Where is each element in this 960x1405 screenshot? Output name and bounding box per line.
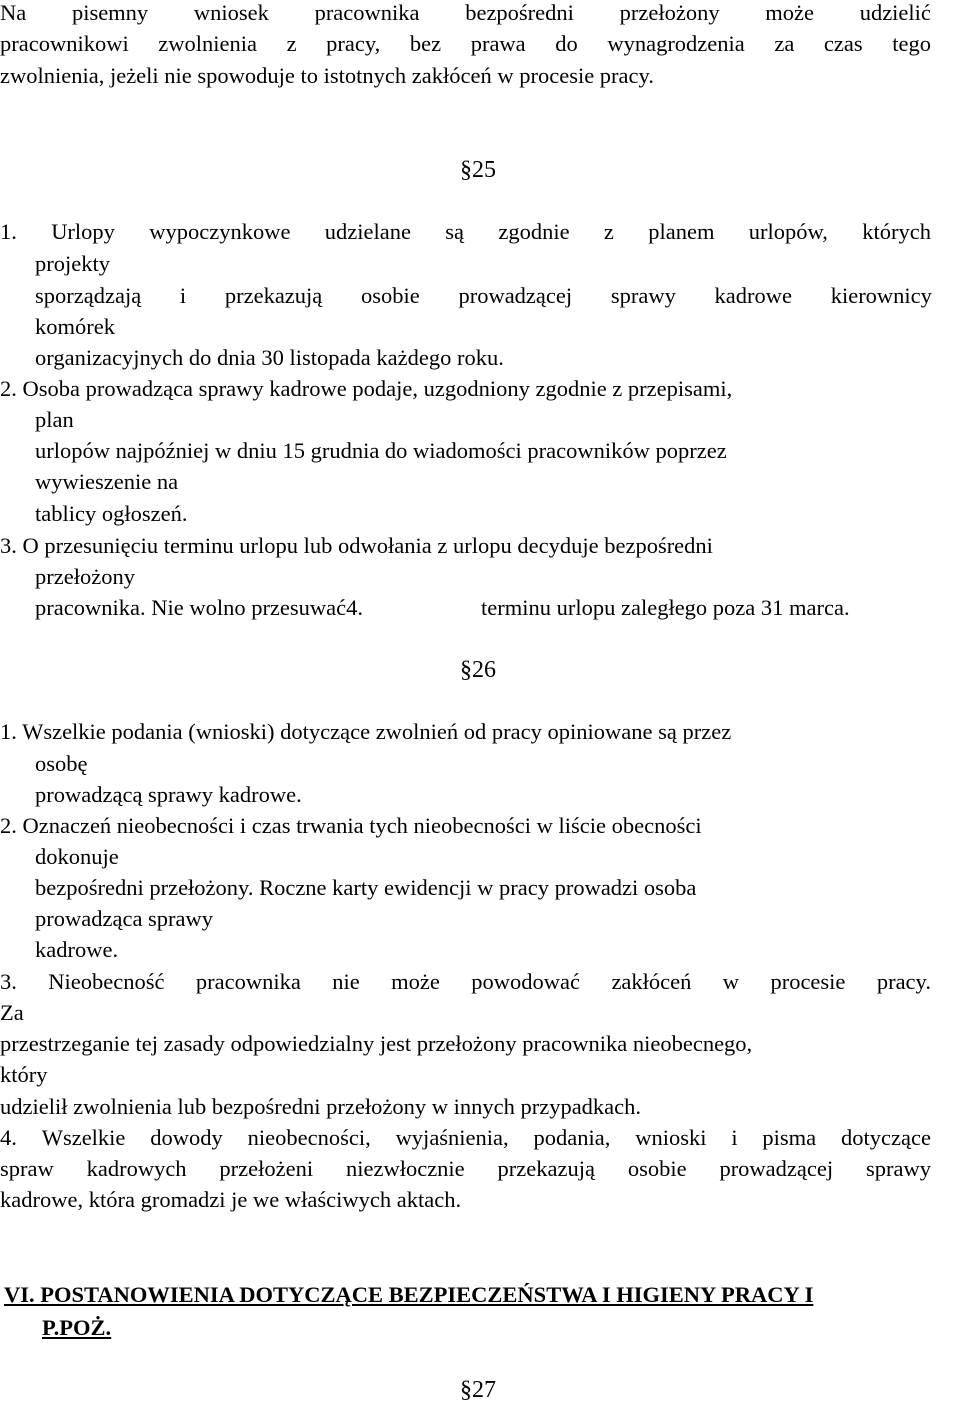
word: przełożeni	[219, 1156, 314, 1181]
word: Urlopy	[51, 219, 115, 244]
word: wniosek	[193, 0, 269, 25]
s26-p1-line-1: 1. Wszelkie podania (wnioski) dotyczące zwolnień od pracy opiniowane są przez	[0, 719, 732, 744]
section-25-heading: §25	[460, 157, 496, 183]
word: z	[286, 31, 297, 56]
word: dowody	[150, 1125, 223, 1150]
word: pracownika	[195, 969, 301, 994]
section-26-heading: §26	[460, 657, 496, 683]
word: pisemny	[71, 0, 149, 25]
word: może	[391, 969, 440, 994]
word: podania,	[533, 1125, 611, 1150]
s25-p3-line-2: przełożony	[35, 564, 135, 589]
s26-p3-line-2: Za	[0, 1000, 24, 1025]
intro-line-1	[0, 2, 931, 25]
word: wynagrodzenia	[607, 31, 745, 56]
word: nie	[332, 969, 360, 994]
word: kadrowych	[86, 1156, 187, 1181]
word: spraw	[0, 1156, 54, 1181]
word: niezwłocznie	[345, 1156, 465, 1181]
word: pracy.	[876, 969, 931, 994]
word: i	[731, 1125, 738, 1150]
word: czas	[823, 31, 863, 56]
word: są	[445, 219, 465, 244]
word: wypoczynkowe	[149, 219, 291, 244]
word: Na	[0, 0, 27, 25]
s26-p3-line-1	[0, 971, 931, 994]
s26-p3-line-4: który	[0, 1062, 48, 1087]
word: prawa	[470, 31, 526, 56]
word: z	[603, 219, 614, 244]
word: pracownikowi	[0, 31, 129, 56]
word: sporządzają	[35, 283, 142, 308]
word: prowadzącej	[719, 1156, 834, 1181]
word: osobie	[627, 1156, 687, 1181]
word: Nieobecność	[48, 969, 165, 994]
word: których	[862, 219, 931, 244]
s26-p2-line-3: bezpośredni przełożony. Roczne karty ewidencji w pracy prowadzi osoba	[35, 875, 697, 900]
s25-p3-line-3a: pracownika. Nie wolno przesuwać4.	[35, 595, 364, 620]
s25-p2-line-1: 2. Osoba prowadząca sprawy kadrowe podaje, uzgodniony zgodnie z przepisami,	[0, 376, 733, 401]
word: udzielane	[324, 219, 411, 244]
word: do	[555, 31, 578, 56]
s26-p1-line-3: prowadzącą sprawy kadrowe.	[35, 782, 302, 807]
s26-p3-line-5: udzielił zwolnienia lub bezpośredni przełożony w innych przypadkach.	[0, 1094, 642, 1119]
word: sprawy	[610, 283, 676, 308]
word: osobie	[361, 283, 420, 308]
word: wnioski	[635, 1125, 707, 1150]
word: udzielić	[859, 0, 931, 25]
word: sprawy	[865, 1156, 931, 1181]
section-27-heading: §27	[460, 1377, 496, 1403]
s26-p3-line-3: przestrzeganie tej zasady odpowiedzialny jest przełożony pracownika nieobecnego,	[0, 1031, 753, 1056]
s25-p1-line-5: organizacyjnych do dnia 30 listopada każdego roku.	[35, 345, 504, 370]
intro-line-2	[0, 33, 931, 56]
s25-p2-line-5: tablicy ogłoszeń.	[35, 501, 188, 526]
chapter-heading-line-1: VI. POSTANOWIENIA DOTYCZĄCE BEZPIECZEŃSTWA I HIGIENY PRACY I	[4, 1282, 814, 1307]
chapter-heading-line-2: P.POŻ.	[42, 1315, 112, 1340]
s25-p1-line-2: projekty	[35, 251, 110, 276]
word: zakłóceń	[611, 969, 692, 994]
word: 3.	[0, 969, 17, 994]
word: zwolnienia	[158, 31, 258, 56]
word: przełożony	[619, 0, 720, 25]
word: nieobecności,	[247, 1125, 371, 1150]
s26-p2-line-4: prowadząca sprawy	[35, 906, 214, 931]
s25-p3-line-1: 3. O przesunięciu terminu urlopu lub odwołania z urlopu decyduje bezpośredni	[0, 533, 713, 558]
word: kadrowe	[714, 283, 792, 308]
word: i	[179, 283, 187, 308]
word: dotyczące	[841, 1125, 931, 1150]
s25-p3-line-3b: terminu urlopu zaległego poza 31 marca.	[481, 595, 850, 620]
s26-p1-line-2: osobę	[35, 751, 88, 776]
s25-p1-line-4: komórek	[35, 314, 115, 339]
word: prowadzącej	[458, 283, 573, 308]
word: urlopów,	[748, 219, 828, 244]
word: może	[765, 0, 814, 25]
intro-line-3: zwolnienia, jeżeli nie spowoduje to istotnych zakłóceń w procesie pracy.	[0, 63, 654, 88]
word: za	[774, 31, 795, 56]
word: przekazują	[224, 283, 323, 308]
word: kierownicy	[830, 283, 932, 308]
word: tego	[892, 31, 931, 56]
word: bezpośredni	[465, 0, 574, 25]
word: 1.	[0, 219, 17, 244]
word: powodować	[471, 969, 581, 994]
s26-p2-line-5: kadrowe.	[35, 937, 119, 962]
word: zgodnie	[498, 219, 570, 244]
word: pracy,	[326, 31, 381, 56]
word: planem	[648, 219, 715, 244]
s25-p2-line-4: wywieszenie na	[35, 469, 179, 494]
word: 4.	[0, 1125, 17, 1150]
s26-p2-line-1: 2. Oznaczeń nieobecności i czas trwania tych nieobecności w liście obecności	[0, 813, 702, 838]
word: Wszelkie	[41, 1125, 126, 1150]
word: procesie	[770, 969, 846, 994]
s26-p4-line-3: kadrowe, która gromadzi je we właściwych aktach.	[0, 1187, 462, 1212]
word: przekazują	[497, 1156, 595, 1181]
s25-p1-line-3	[35, 285, 932, 308]
s25-p2-line-2: plan	[35, 407, 74, 432]
word: bez	[409, 31, 442, 56]
s26-p4-line-1	[0, 1127, 931, 1150]
s26-p4-line-2	[0, 1158, 931, 1181]
word: pracownika	[314, 0, 420, 25]
s25-p1-line-1	[0, 221, 931, 244]
word: pisma	[762, 1125, 817, 1150]
word: wyjaśnienia,	[395, 1125, 509, 1150]
s25-p2-line-3: urlopów najpóźniej w dniu 15 grudnia do wiadomości pracowników poprzez	[35, 438, 727, 463]
word: w	[722, 969, 740, 994]
s26-p2-line-2: dokonuje	[35, 844, 119, 869]
